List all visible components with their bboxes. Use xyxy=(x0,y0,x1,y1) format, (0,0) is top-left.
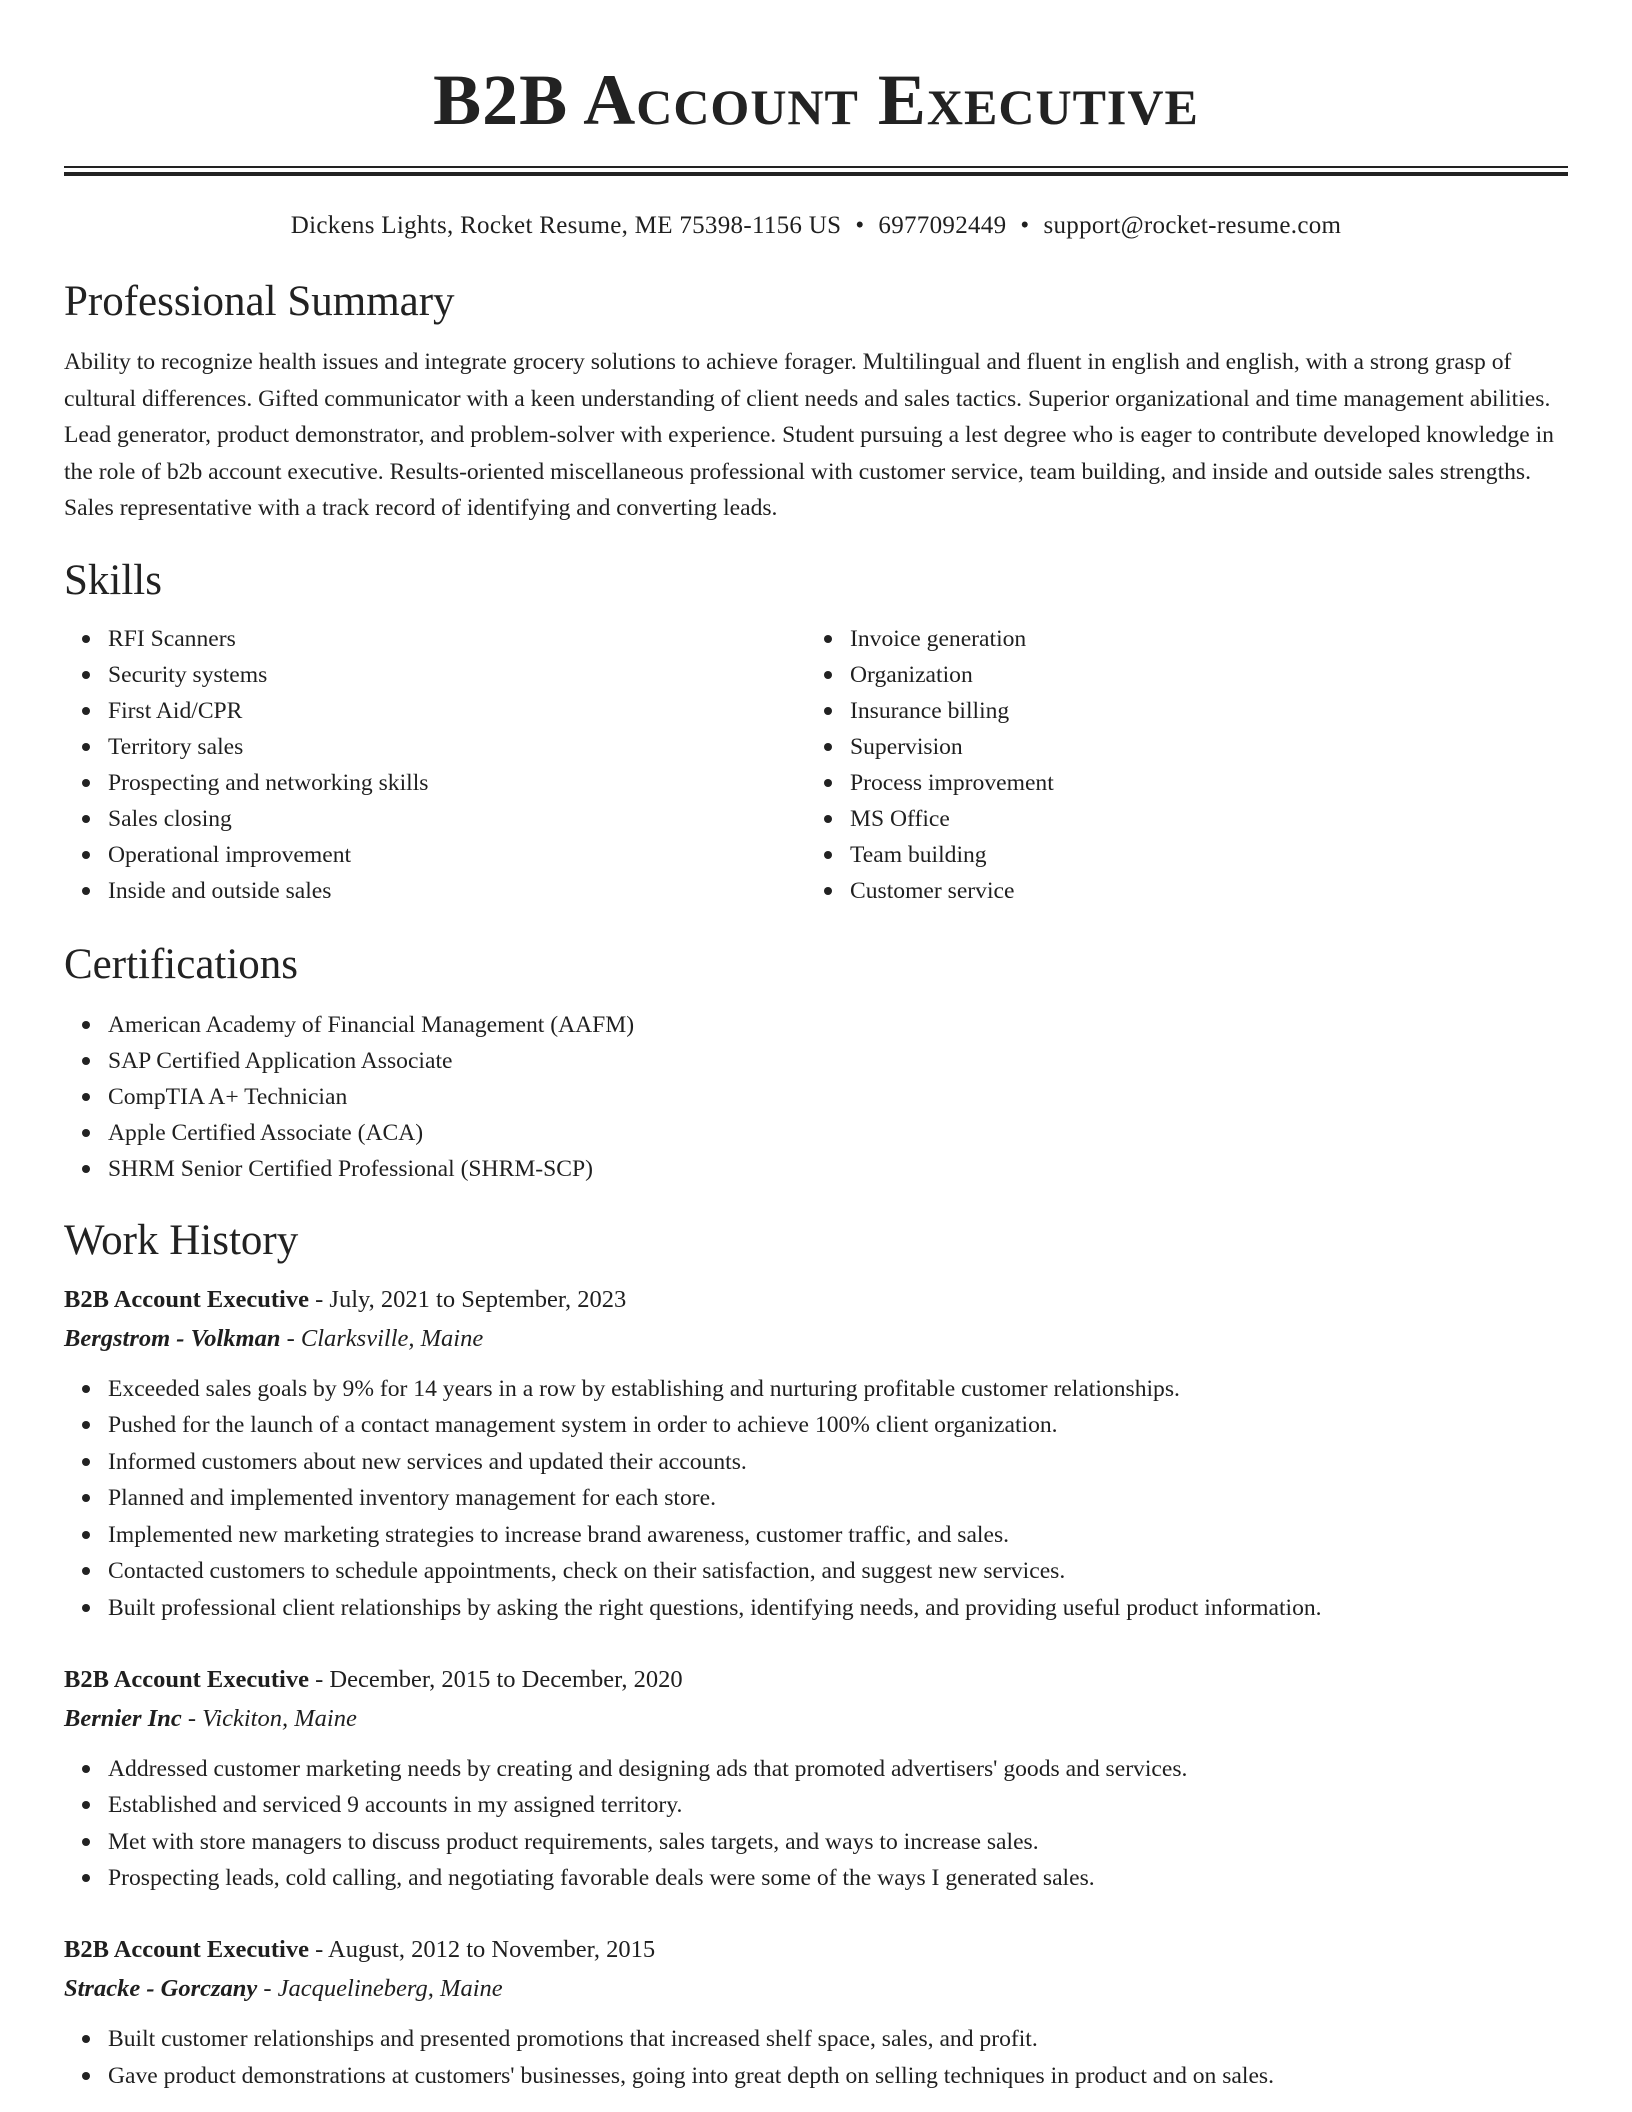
contact-address: Dickens Lights, Rocket Resume, ME 75398-1156 US xyxy=(290,212,842,239)
contact-line xyxy=(64,210,1568,242)
certification-item: SHRM Senior Certified Professional (SHRM-SCP) xyxy=(108,1151,1568,1187)
skill-item: Territory sales xyxy=(108,729,806,765)
job-bullet: Pushed for the launch of a contact management system in order to achieve 100% client organization. xyxy=(108,1407,1568,1444)
job-entry xyxy=(64,1931,1568,2094)
skill-item: Process improvement xyxy=(850,765,1548,801)
job-bullet: Built professional client relationships by asking the right questions, identifying needs, and providing useful product information. xyxy=(108,1590,1568,1627)
job-location: - Clarksville, Maine xyxy=(280,1324,484,1352)
job-company-line xyxy=(64,1969,1568,2009)
resume-title: B2B Account Executive xyxy=(433,60,1199,140)
job-title: B2B Account Executive xyxy=(64,1285,309,1313)
job-company: Stracke - Gorczany xyxy=(64,1975,258,2003)
job-bullet: Built customer relationships and presented promotions that increased shelf space, sales, and profit. xyxy=(108,2021,1568,2058)
contact-phone: 6977092449 xyxy=(878,212,1007,239)
skills-heading: Skills xyxy=(64,556,162,604)
contact-separator: • xyxy=(855,212,865,239)
job-bullet: Implemented new marketing strategies to increase brand awareness, customer traffic, and sales. xyxy=(108,1517,1568,1554)
skill-item: MS Office xyxy=(850,801,1548,837)
skills-grid xyxy=(64,621,1568,909)
skill-item: Team building xyxy=(850,837,1548,873)
skill-item: Inside and outside sales xyxy=(108,873,806,909)
summary-heading: Professional Summary xyxy=(64,278,455,325)
job-bullet: Addressed customer marketing needs by creating and designing ads that promoted advertisers' goods and services. xyxy=(108,1751,1568,1788)
skill-item: Insurance billing xyxy=(850,693,1548,729)
certification-item: Apple Certified Associate (ACA) xyxy=(108,1115,1568,1151)
job-bullet: Met with store managers to discuss product requirements, sales targets, and ways to increase sales. xyxy=(108,1824,1568,1861)
skill-item: Security systems xyxy=(108,657,806,693)
job-title-line xyxy=(64,1661,1568,1699)
summary-text: Ability to recognize health issues and integrate grocery solutions to achieve forager. Multilingual and fluent in english and english, with a strong grasp of cultural differences. Gifted communicator with a keen understanding of client needs and sales tactics. Superior organizational and time management abilities. Lead generator, product demonstrator, and problem-solver with experience. Student pursuing a lest degree who is eager to contribute developed knowledge in the role of b2b account executive. Results-oriented miscellaneous professional with customer service, team building, and inside and outside sales strengths. Sales representative with a track record of identifying and converting leads. xyxy=(64,349,1554,521)
skill-item: Invoice generation xyxy=(850,621,1548,657)
job-dates: - August, 2012 to November, 2015 xyxy=(309,1936,656,1964)
certification-item: CompTIA A+ Technician xyxy=(108,1079,1568,1115)
job-bullet: Prospecting leads, cold calling, and negotiating favorable deals were some of the ways I generated sales. xyxy=(108,1860,1568,1897)
job-company-line xyxy=(64,1319,1568,1359)
job-bullet: Gave product demonstrations at customers' businesses, going into great depth on selling techniques in product and on sales. xyxy=(108,2058,1568,2095)
summary-section xyxy=(64,276,1568,527)
job-entry xyxy=(64,1281,1568,1627)
certifications-heading: Certifications xyxy=(64,940,299,988)
certification-item: SAP Certified Application Associate xyxy=(108,1043,1568,1079)
skill-item: Operational improvement xyxy=(108,837,806,873)
job-dates: - December, 2015 to December, 2020 xyxy=(309,1665,683,1693)
job-company-line xyxy=(64,1699,1568,1739)
work-history-heading: Work History xyxy=(64,1216,299,1264)
skill-item: RFI Scanners xyxy=(108,621,806,657)
job-bullet: Established and serviced 9 accounts in my assigned territory. xyxy=(108,1787,1568,1824)
skill-item: Sales closing xyxy=(108,801,806,837)
job-company: Bergstrom - Volkman xyxy=(64,1324,281,1352)
job-company: Bernier Inc xyxy=(64,1704,182,1732)
job-bullet: Contacted customers to schedule appointments, check on their satisfaction, and suggest new services. xyxy=(108,1553,1568,1590)
certification-item: American Academy of Financial Management (AAFM) xyxy=(108,1007,1568,1043)
job-title: B2B Account Executive xyxy=(64,1665,309,1693)
job-dates: - July, 2021 to September, 2023 xyxy=(309,1285,627,1313)
work-history-section xyxy=(64,1215,1568,2095)
skill-item: Supervision xyxy=(850,729,1548,765)
skill-item: Organization xyxy=(850,657,1548,693)
resume-page xyxy=(64,0,1568,2094)
job-location: - Jacquelineberg, Maine xyxy=(257,1975,503,2003)
job-title-line xyxy=(64,1281,1568,1319)
contact-separator: • xyxy=(1020,212,1030,239)
skills-column-right xyxy=(806,621,1548,909)
contact-email: support@rocket-resume.com xyxy=(1043,212,1342,239)
job-bullet: Planned and implemented inventory management for each store. xyxy=(108,1480,1568,1517)
job-bullet: Informed customers about new services and updated their accounts. xyxy=(108,1444,1568,1481)
skill-item: First Aid/CPR xyxy=(108,693,806,729)
job-title: B2B Account Executive xyxy=(64,1936,309,1964)
skill-item: Customer service xyxy=(850,873,1548,909)
job-bullet: Exceeded sales goals by 9% for 14 years in a row by establishing and nurturing profitable customer relationships. xyxy=(108,1371,1568,1408)
skills-column-left xyxy=(64,621,806,909)
skill-item: Prospecting and networking skills xyxy=(108,765,806,801)
skills-section xyxy=(64,555,1568,909)
job-location: - Vickiton, Maine xyxy=(181,1704,357,1732)
title-divider xyxy=(64,166,1568,176)
job-entry xyxy=(64,1661,1568,1897)
job-title-line xyxy=(64,1931,1568,1969)
certifications-section xyxy=(64,939,1568,1187)
